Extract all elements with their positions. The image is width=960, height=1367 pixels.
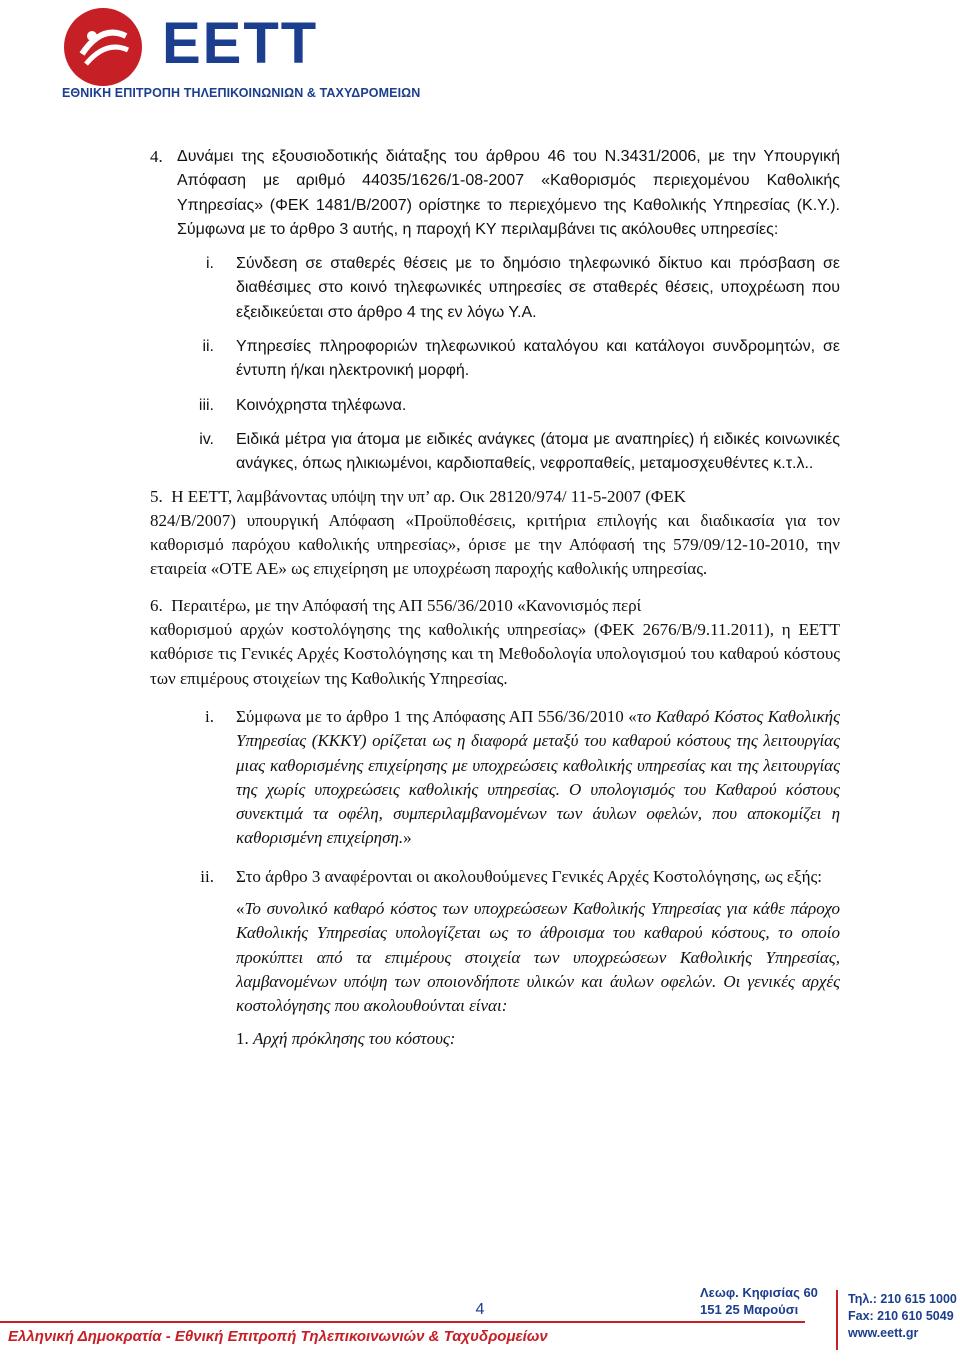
list-item — [150, 335, 840, 384]
list-text — [236, 865, 840, 1051]
paragraph-5 — [150, 485, 840, 582]
footer-text: Ελληνική Δημοκρατία - Εθνική Επιτροπή Τηλεπικοινωνιών & Ταχυδρομείων — [8, 1328, 548, 1345]
quote-block — [236, 897, 840, 1018]
document-body — [150, 145, 840, 1051]
footer-address-city: 151 25 Μαρούσι — [700, 1302, 799, 1317]
sub-principle-text: Αρχή πρόκλησης του κόστους: — [253, 1028, 456, 1048]
list-numeral: iv. — [199, 430, 214, 448]
footer-web: www.eett.gr — [848, 1326, 919, 1340]
footer-separator — [836, 1290, 838, 1350]
logo-wordmark: ΕΕΤΤ — [162, 11, 319, 76]
list-item — [150, 705, 840, 851]
sub-principle — [236, 1027, 840, 1051]
eett-logo — [62, 6, 422, 102]
list-numeral: ii. — [202, 338, 214, 356]
page-number: 4 — [475, 1301, 485, 1318]
logo-mark-icon — [62, 6, 144, 88]
footer-tel: Τηλ.: 210 615 1000 — [848, 1292, 957, 1306]
list-text: Κοινόχρηστα τηλέφωνα. — [236, 396, 407, 414]
list-item — [150, 252, 840, 325]
list-text: Ειδικά μέτρα για άτομα με ειδικές ανάγκες (άτομα με αναπηρίες) ή ειδικές κοινωνικές ανάγκες, όπως ηλικιωμένοι, καρδιοπαθείς, νεφροπαθείς, μεταμοσχευθέντες κ.τ.λ.. — [236, 430, 840, 473]
footer-contact — [848, 1291, 957, 1342]
footer-fax: Fax: 210 610 5049 — [848, 1309, 954, 1323]
paragraph-first-line: 6. Περαιτέρω, με την Απόφασή της ΑΠ 556/36/2010 «Κανονισμός περί — [150, 595, 642, 615]
list-text-intro: Στο άρθρο 3 αναφέρονται οι ακολουθούμενες Γενικές Αρχές Κοστολόγησης, ως εξής: — [236, 866, 822, 886]
footer-rule — [0, 1321, 805, 1323]
list-text — [236, 705, 840, 851]
list-text: Υπηρεσίες πληροφοριών τηλεφωνικού καταλόγου και κατάλογοι συνδρομητών, σε έντυπη ή/και ηλεκτρονική μορφή. — [236, 338, 840, 380]
quote-intro: Σύμφωνα με το άρθρο 1 της Απόφασης ΑΠ 556/36/2010 « — [236, 706, 637, 726]
list-item — [150, 428, 840, 477]
quote-close: » — [403, 828, 412, 848]
list-numeral: i. — [205, 706, 214, 726]
paragraph-6 — [150, 594, 840, 691]
sub-principle-number: 1. — [236, 1028, 249, 1048]
paragraph-text: καθορισμού αρχών κοστολόγησης της καθολικής υπηρεσίας» (ΦΕΚ 2676/Β/9.11.2011), η ΕΕΤΤ καθόρισε τις Γενικές Αρχές Κοστολόγησης και τη Μεθοδολογία υπολογισμού του καθαρού κόστους των επιμέρους στοιχείων της Καθολικής Υπηρεσίας. — [150, 620, 840, 688]
list-numeral: ii. — [200, 866, 214, 886]
paragraph-number: 4. — [150, 147, 163, 166]
quote-open: « — [236, 899, 245, 919]
footer-address-street: Λεωφ. Κηφισίας 60 — [700, 1285, 818, 1300]
list-text: Σύνδεση σε σταθερές θέσεις με το δημόσιο τηλεφωνικό δίκτυο και πρόσβαση σε διαθέσιμες στο κοινό τηλεφωνικές υπηρεσίες σε σταθερές θέσεις, υποχρέωση που εξειδικεύεται στο άρθρο 4 της εν λόγω Υ.Α. — [236, 255, 840, 321]
quote-text: Το συνολικό καθαρό κόστος των υποχρεώσεων Καθολικής Υπηρεσίας για κάθε πάροχο Καθολικής Υπηρεσίας υπολογίζεται ως το άθροισμα του καθαρού κόστους, το οποίο προκύπτει από τα επιμέρους στοιχεία των υποχρεώσεων Καθολικής Υπηρεσίας, λαμβανομένων υπόψη των οποιονδήποτε υλικών και άυλων οφελών. Οι γενικές αρχές κοστολόγησης που ακολουθούνται είναι: — [236, 899, 840, 1016]
footer-address — [700, 1284, 818, 1318]
list-numeral: i. — [206, 255, 214, 273]
logo-subtitle: ΕΘΝΙΚΗ ΕΠΙΤΡΟΠΗ ΤΗΛΕΠΙΚΟΙΝΩΝΙΩΝ & ΤΑΧΥΔΡΟΜΕΙΩΝ — [62, 86, 421, 100]
paragraph-text: 824/Β/2007) υπουργική Απόφαση «Προϋποθέσεις, κριτήρια επιλογής και διαδικασία για τον καθορισμό παρόχου καθολικής υπηρεσίας», όρισε με την Απόφασή της 579/09/12-10-2010, την εταιρεία «ΟΤΕ ΑΕ» ως επιχείρηση με υποχρέωση παροχής καθολικής υπηρεσίας. — [150, 510, 840, 579]
list-item — [150, 865, 840, 1051]
quote-text: το Καθαρό Κόστος Καθολικής Υπηρεσίας (ΚΚΚΥ) ορίζεται ως η διαφορά μεταξύ του καθαρού κόστους της λειτουργίας μιας καθορισμένης επιχείρησης με υποχρεώσεις καθολικής υπηρεσίας και της λειτουργίας της χωρίς υποχρεώσεις καθολικής υπηρεσίας. Ο υπολογισμός του Καθαρού κόστους συνεκτιμά τα οφέλη, συμπεριλαμβανομένων των άυλων οφελών, που αποκομίζει η καθορισμένη επιχείρηση. — [236, 706, 840, 848]
list-numeral: iii. — [198, 396, 214, 414]
paragraph-text: Δυνάμει της εξουσιοδοτικής διάταξης του άρθρου 46 του Ν.3431/2006, με την Υπουργική Απόφαση με αριθμό 44035/1626/1-08-2007 «Καθορισμός περιεχομένου Καθολικής Υπηρεσίας» (ΦΕΚ 1481/Β/2007) ορίστηκε το περιεχόμενο της Καθολικής Υπηρεσίας (Κ.Υ.). Σύμφωνα με το άρθρο 3 αυτής, η παροχή ΚΥ περιλαμβάνει τις ακόλουθες υπηρεσίες: — [177, 148, 840, 238]
paragraph-first-line: 5. Η ΕΕΤΤ, λαμβάνοντας υπόψη την υπ’ αρ. Οικ 28120/974/ 11-5-2007 (ΦΕΚ — [150, 486, 686, 506]
list-item — [150, 394, 840, 418]
paragraph-4 — [150, 145, 840, 242]
